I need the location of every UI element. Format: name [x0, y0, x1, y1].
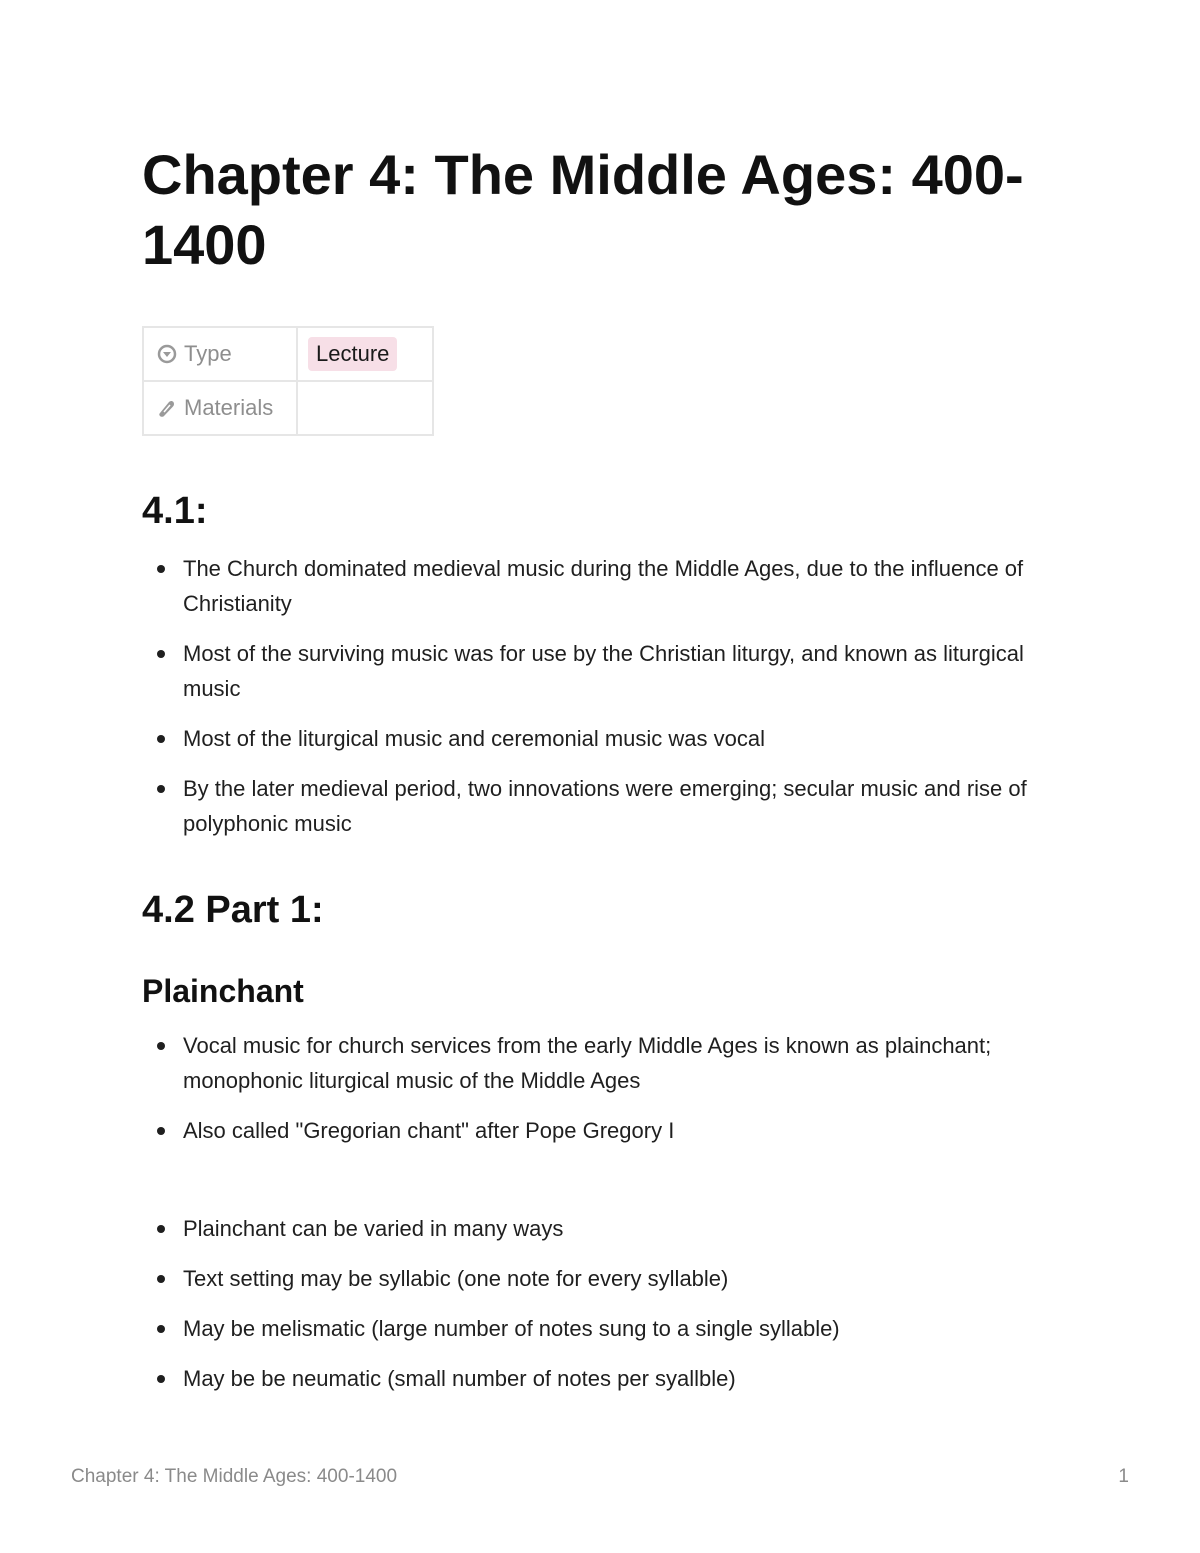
attachment-icon	[156, 397, 178, 419]
property-row-materials	[143, 381, 433, 435]
property-key-materials	[143, 381, 297, 435]
page-number: 1	[1118, 1466, 1129, 1487]
list-item: Vocal music for church services from the early Middle Ages is known as plainchant; monophonic liturgical music of the Middle Ages	[142, 1028, 1062, 1098]
section-heading-4-2: 4.2 Part 1:	[142, 889, 324, 931]
list-item: Most of the surviving music was for use by the Christian liturgy, and known as liturgical music	[142, 636, 1062, 706]
plainchant-list-a	[142, 1028, 1062, 1163]
section-4-1-list	[142, 551, 1062, 856]
page-title: Chapter 4: The Middle Ages: 400-1400	[142, 143, 1024, 276]
subheading-plainchant: Plainchant	[142, 973, 304, 1009]
property-value-materials[interactable]	[297, 381, 433, 435]
list-item: By the later medieval period, two innovations were emerging; secular music and rise of polyphonic music	[142, 771, 1062, 841]
property-key-type	[143, 327, 297, 381]
property-row-type	[143, 327, 433, 381]
select-icon	[156, 343, 178, 365]
list-item: Also called "Gregorian chant" after Pope Gregory I	[142, 1113, 1062, 1148]
footer-title: Chapter 4: The Middle Ages: 400-1400	[71, 1466, 398, 1487]
properties-table	[142, 326, 434, 436]
list-item: Plainchant can be varied in many ways	[142, 1211, 1062, 1246]
plainchant-list-b	[142, 1211, 1062, 1411]
section-heading-4-1: 4.1:	[142, 490, 208, 532]
property-label-type: Type	[184, 341, 232, 366]
type-tag[interactable]: Lecture	[308, 337, 397, 371]
property-value-type[interactable]	[297, 327, 433, 381]
list-item: Most of the liturgical music and ceremonial music was vocal	[142, 721, 1062, 756]
list-item: The Church dominated medieval music during the Middle Ages, due to the influence of Christianity	[142, 551, 1062, 621]
property-label-materials: Materials	[184, 395, 274, 420]
list-item: May be be neumatic (small number of notes per syallble)	[142, 1361, 1062, 1396]
list-item: May be melismatic (large number of notes sung to a single syllable)	[142, 1311, 1062, 1346]
list-item: Text setting may be syllabic (one note for every syllable)	[142, 1261, 1062, 1296]
